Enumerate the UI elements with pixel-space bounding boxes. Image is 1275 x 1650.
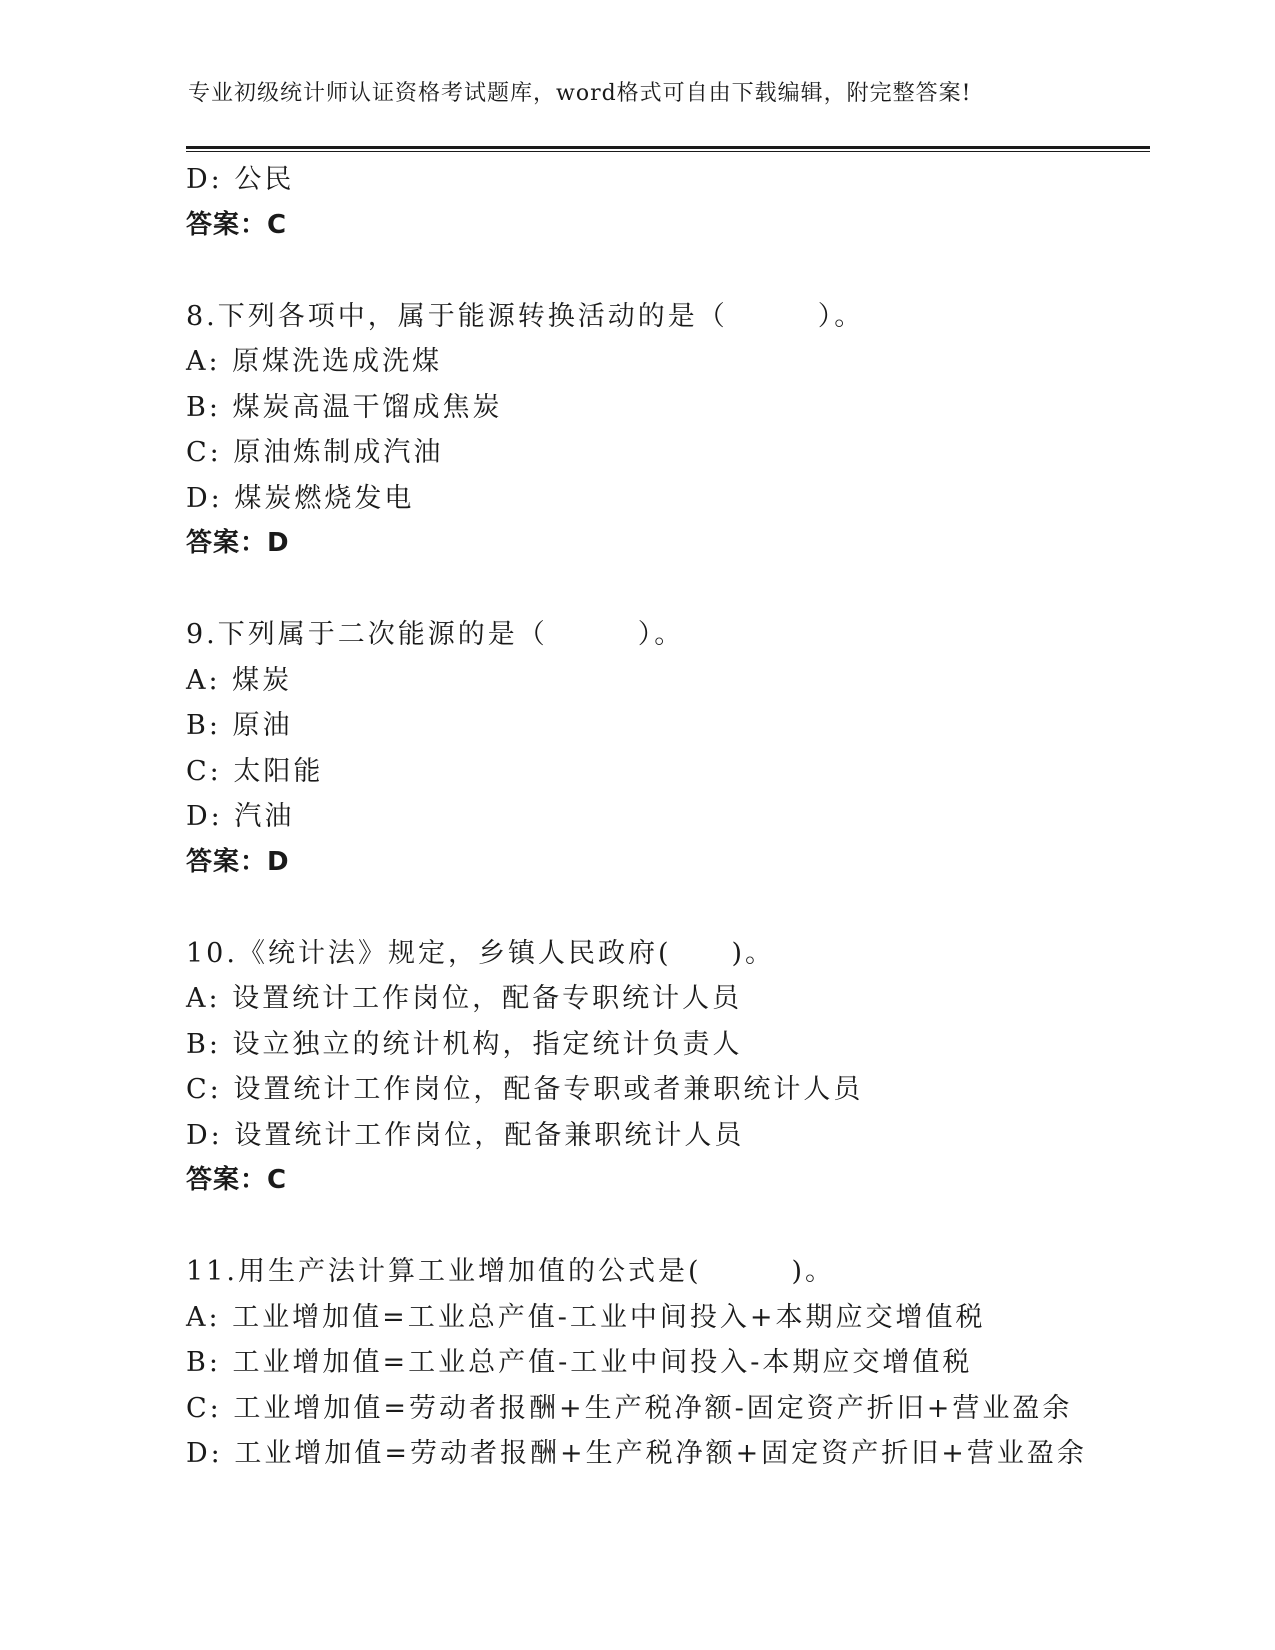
option-c: C: 设置统计工作岗位，配备专职或者兼职统计人员 (186, 1074, 864, 1105)
spacer (186, 248, 1150, 294)
spacer (186, 885, 1150, 931)
answer: 答案：D (186, 846, 290, 877)
option-b: B: 原油 (186, 710, 293, 741)
option-a: A: 工业增加值=工业总产值-工业中间投入+本期应交增值税 (186, 1301, 986, 1333)
spacer (186, 1204, 1150, 1250)
option-d: D: 设置统计工作岗位，配备兼职统计人员 (186, 1119, 745, 1151)
question-8 (186, 294, 1150, 567)
question-9 (186, 612, 1150, 885)
document-body (186, 157, 1150, 1477)
option-c: C: 工业增加值=劳动者报酬+生产税净额-固定资产折旧+营业盈余 (186, 1392, 1073, 1424)
question-stem: 10.《统计法》规定，乡镇人民政府( )。 (186, 937, 776, 969)
option-a: A: 煤炭 (186, 664, 293, 696)
option-c: C: 太阳能 (186, 755, 324, 787)
header-divider (186, 146, 1150, 152)
question-10 (186, 931, 1150, 1204)
option-c: C: 原油炼制成汽油 (186, 437, 444, 468)
option-d: D: 汽油 (186, 801, 295, 832)
question-stem: 8.下列各项中，属于能源转换活动的是（ ）。 (186, 300, 865, 332)
option-d: D: 公民 (186, 164, 295, 195)
answer: 答案：C (186, 1165, 288, 1195)
page-header: 专业初级统计师认证资格考试题库，word格式可自由下载编辑，附完整答案! (188, 81, 972, 106)
option-b: B: 工业增加值=工业总产值-工业中间投入-本期应交增值税 (186, 1347, 973, 1378)
option-d: D: 工业增加值=劳动者报酬+生产税净额+固定资产折旧+营业盈余 (186, 1438, 1087, 1469)
option-b: B: 设立独立的统计机构，指定统计负责人 (186, 1028, 743, 1060)
option-b: B: 煤炭高温干馏成焦炭 (186, 391, 503, 423)
question-stem: 11.用生产法计算工业增加值的公式是( )。 (186, 1256, 836, 1287)
answer: 答案：D (186, 528, 290, 558)
option-d: D: 煤炭燃烧发电 (186, 482, 415, 514)
option-a: A: 原煤洗选成洗煤 (186, 346, 443, 377)
spacer (186, 567, 1150, 613)
option-a: A: 设置统计工作岗位，配备专职统计人员 (186, 983, 743, 1014)
question-11 (186, 1249, 1150, 1477)
answer: 答案：C (186, 209, 288, 240)
question-stem: 9.下列属于二次能源的是（ ）。 (186, 619, 685, 650)
